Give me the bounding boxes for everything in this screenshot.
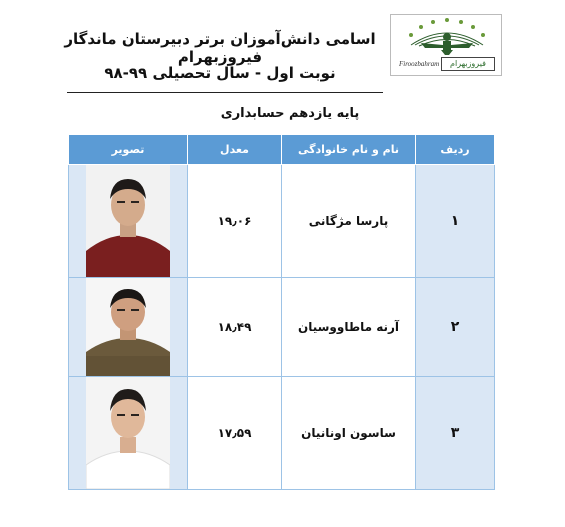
name-cell: آرنه ماطاووسیان (282, 278, 416, 377)
page-header (0, 0, 565, 100)
table-row (69, 377, 495, 490)
header-photo: تصویر (69, 135, 188, 165)
student-photo (86, 377, 170, 489)
page-title: اسامی دانش‌آموزان برتر دبیرستان ماندگار فیروزبهرام (64, 30, 376, 66)
logo-script: فیروزبهرام (441, 57, 495, 71)
student-photo (86, 165, 170, 277)
photo-cell (69, 377, 188, 490)
average-cell: ۱۸٫۴۹ (188, 278, 282, 377)
student-photo (86, 278, 170, 376)
school-logo (390, 14, 502, 76)
header-rank: ردیف (416, 135, 495, 165)
average-cell: ۱۷٫۵۹ (188, 377, 282, 490)
header-average: معدل (188, 135, 282, 165)
header-name: نام و نام خانوادگی (282, 135, 416, 165)
title-divider (67, 92, 383, 93)
average-cell: ۱۹٫۰۶ (188, 165, 282, 278)
page-subtitle: نوبت اول - سال تحصیلی ۹۹-۹۸ (104, 64, 336, 82)
rank-cell: ۳ (416, 377, 495, 490)
name-cell: پارسا مژگانی (282, 165, 416, 278)
table-header-row (69, 135, 495, 165)
photo-cell (69, 278, 188, 377)
grade-heading: پایه یازدهم حسابداری (220, 106, 360, 121)
logo-text: Firoozbahram (399, 60, 440, 68)
photo-cell (69, 165, 188, 278)
table-row (69, 278, 495, 377)
table-row (69, 165, 495, 278)
students-table (68, 134, 495, 490)
rank-cell: ۱ (416, 165, 495, 278)
name-cell: ساسون اونانیان (282, 377, 416, 490)
rank-cell: ۲ (416, 278, 495, 377)
